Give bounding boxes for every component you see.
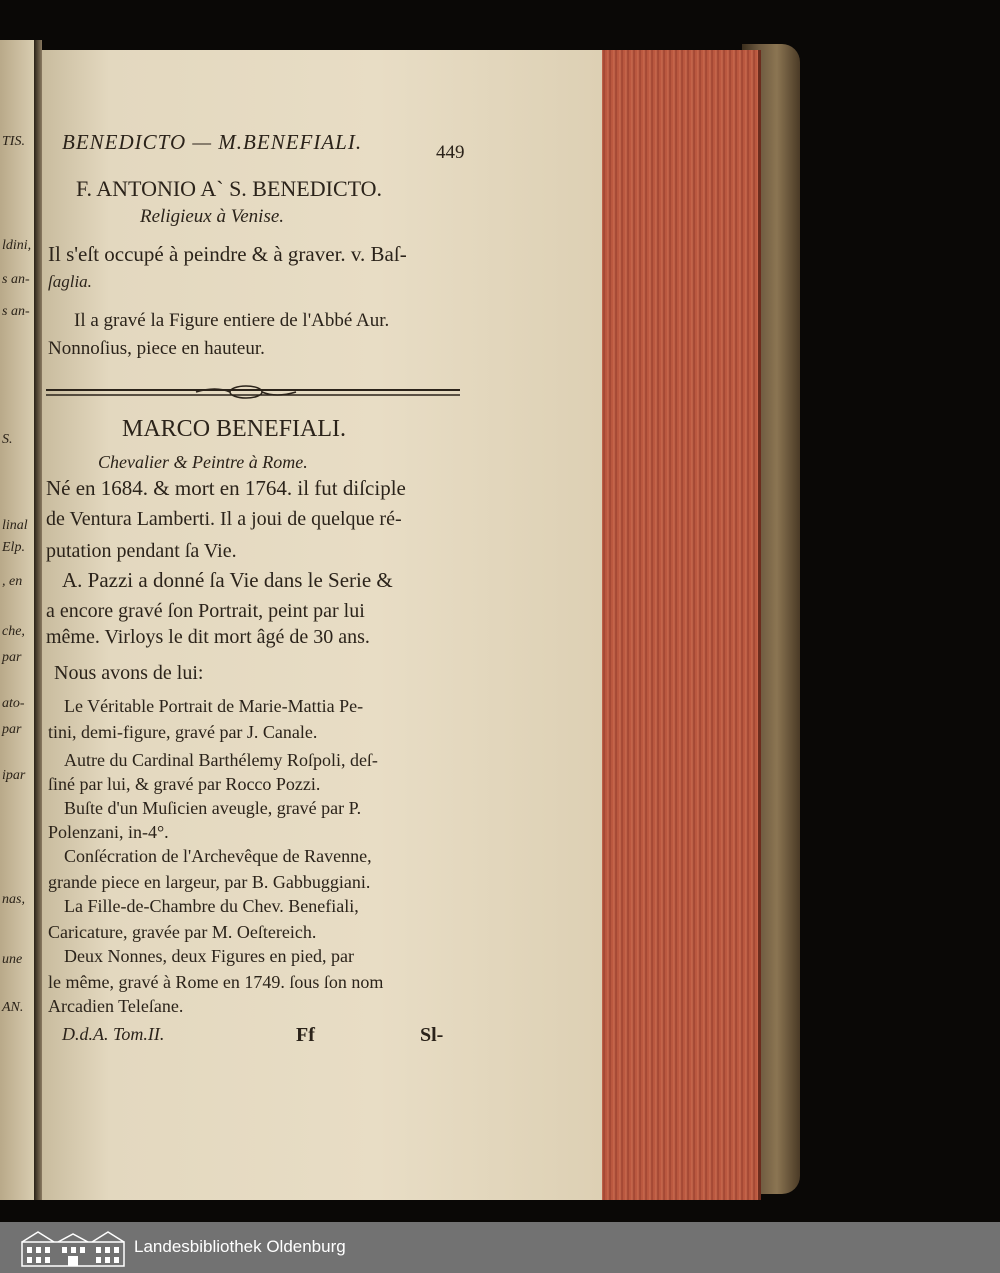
left-fragment: che,	[2, 624, 25, 639]
left-fragment: ato-	[2, 696, 25, 711]
left-fragment: linal	[2, 518, 28, 533]
entry-text-line: Il a gravé la Figure entiere de l'Abbé Aur.	[74, 310, 390, 331]
library-building-logo	[20, 1228, 126, 1268]
entry-text-line: grande piece en largeur, par B. Gabbuggiani.	[48, 872, 371, 892]
entry-text-line: Nous avons de lui:	[54, 662, 204, 684]
book-gutter	[34, 40, 42, 1200]
entry-text-line: le même, gravé à Rome en 1749. ſous ſon nom	[48, 972, 384, 992]
left-fragment: AN.	[2, 1000, 24, 1015]
entry-text-line: Autre du Cardinal Barthélemy Roſpoli, deſ-	[64, 750, 378, 770]
library-name: Landesbibliothek Oldenburg	[134, 1237, 346, 1256]
entry-name: MARCO BENEFIALI.	[122, 416, 347, 442]
entry-role: Religieux à Venise.	[140, 206, 285, 227]
left-fragment: par	[2, 722, 22, 737]
entry-text-line: même. Virloys le dit mort âgé de 30 ans.	[46, 626, 370, 648]
entry-text-line: Conſécration de l'Archevêque de Ravenne,	[64, 846, 372, 866]
library-banner	[0, 1222, 1000, 1273]
left-fragment: par	[2, 650, 22, 665]
left-fragment: s an-	[2, 304, 30, 319]
entry-text-line: Buſte d'un Muſicien aveugle, gravé par P.	[64, 798, 362, 818]
left-fragment: nas,	[2, 892, 25, 907]
signature-mark: D.d.A. Tom.II.	[62, 1024, 165, 1044]
left-fragment: ipar	[2, 768, 26, 783]
entry-text-line: a encore gravé ſon Portrait, peint par lui	[46, 600, 365, 622]
left-fragment: une	[2, 952, 23, 967]
left-fragment: s an-	[2, 272, 30, 287]
entry-text-line: de Ventura Lamberti. Il a joui de quelque ré-	[46, 508, 402, 530]
entry-text-line: Il s'eſt occupé à peindre & à graver. v. Baſ-	[48, 242, 407, 266]
entry-text-line: Le Véritable Portrait de Marie-Mattia Pe-	[64, 696, 364, 716]
entry-text-line: La Fille-de-Chambre du Chev. Benefiali,	[64, 896, 359, 916]
entry-text-line: Né en 1684. & mort en 1764. il fut diſciple	[46, 476, 406, 500]
left-fragment: ldini,	[2, 238, 32, 253]
running-title: BENEDICTO — M.BENEFIALI.	[62, 130, 363, 154]
entry-text-line: Arcadien Teleſane.	[48, 996, 184, 1016]
left-fragment: Elp.	[2, 540, 25, 555]
entry-text-line: ſiné par lui, & gravé par Rocco Pozzi.	[48, 774, 321, 794]
entry-text-line: tini, demi-figure, gravé par J. Canale.	[48, 722, 318, 742]
entry-role: Chevalier & Peintre à Rome.	[98, 452, 308, 472]
catchword: Sl-	[420, 1024, 444, 1046]
entry-text-line: Nonnoſius, piece en hauteur.	[48, 338, 265, 359]
page-block-edge	[600, 50, 761, 1200]
entry-text-line: A. Pazzi a donné ſa Vie dans le Serie &	[62, 568, 393, 592]
entry-two	[42, 50, 602, 1200]
entry-text-line: Polenzani, in-4°.	[48, 822, 169, 842]
entry-text-line: Caricature, gravée par M. Oeſtereich.	[48, 922, 317, 942]
left-page-fragment	[0, 40, 36, 1200]
entry-name: F. ANTONIO A` S. BENEDICTO.	[76, 176, 383, 201]
left-fragment: , en	[2, 574, 23, 589]
left-fragment: TIS.	[2, 134, 25, 149]
entry-text-line: ſaglia.	[48, 272, 92, 291]
entry-text-line: Deux Nonnes, deux Figures en pied, par	[64, 946, 354, 966]
left-fragment: S.	[2, 432, 13, 447]
gathering-mark: Ff	[296, 1024, 315, 1046]
entry-text-line: putation pendant ſa Vie.	[46, 540, 237, 562]
page-number: 449	[436, 142, 465, 163]
